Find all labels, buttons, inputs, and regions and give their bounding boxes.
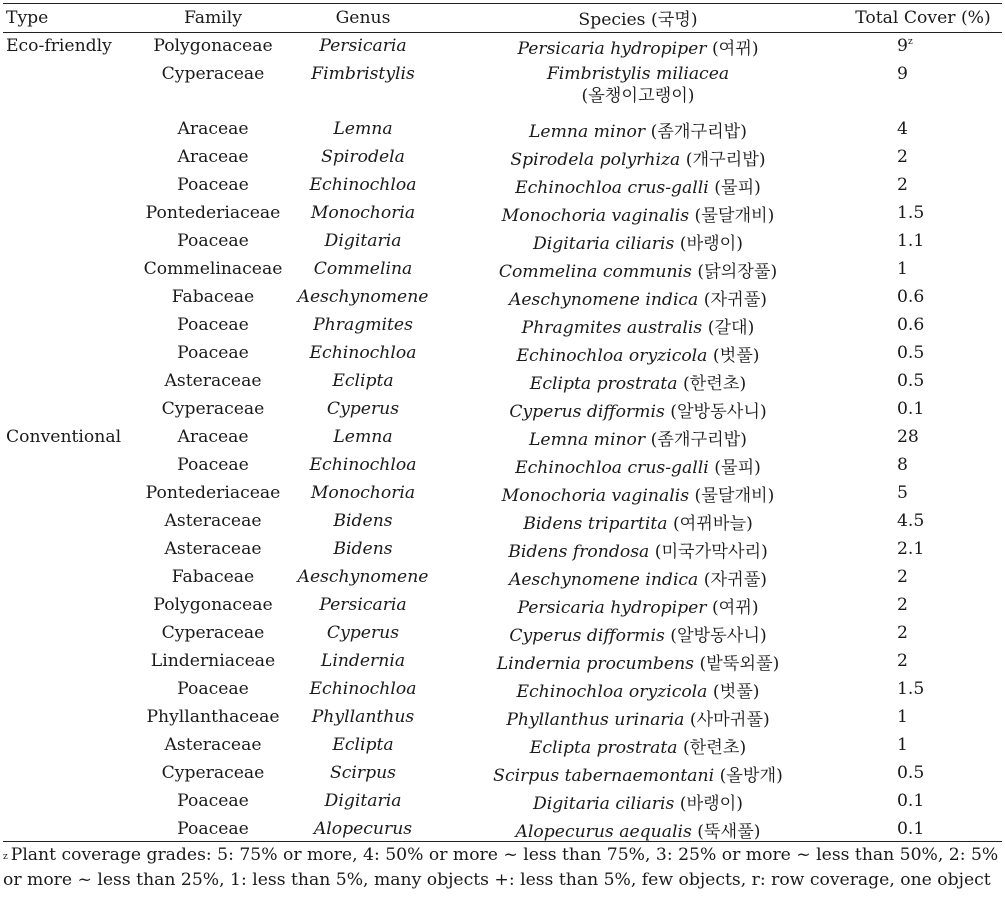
species-korean-name: (물달개비) [694,205,775,226]
type-cell [3,60,138,115]
species-scientific-name: Eclipta prostrata [529,373,678,394]
cover-number: 4.5 [897,511,925,531]
species-cell [438,199,838,227]
table-row [3,619,1005,647]
species-scientific-name: Monochoria vaginalis [501,205,690,226]
total-cover-cell [838,731,1005,759]
genus-cell: Bidens [333,511,393,531]
species-korean-name: (좀개구리밥) [650,429,747,450]
genus-cell: Bidens [333,539,393,559]
type-cell [3,675,138,703]
genus-cell: Echinochloa [309,343,417,363]
total-cover-cell [838,255,1005,283]
total-cover-cell [838,367,1005,395]
species-korean-name: (개구리밥) [685,149,766,170]
genus-cell: Eclipta [332,371,394,391]
header-type: Type [6,7,49,28]
table-row [3,563,1005,591]
table-row [3,199,1005,227]
cover-number: 2 [897,623,908,643]
genus-cell: Phyllanthus [311,707,415,727]
species-korean-name: (한련초) [682,737,747,758]
cover-number: 0.5 [897,343,925,363]
species-korean-name: (좀개구리밥) [650,121,747,142]
total-cover-value [897,567,908,587]
species-korean-name: (올방개) [719,765,783,786]
header-species: Species (국명) [578,10,698,30]
table-row [3,255,1005,283]
total-cover-value [897,36,913,56]
table-row [3,479,1005,507]
family-cell: Asteraceae [164,511,262,531]
total-cover-cell [838,199,1005,227]
species-cell [438,815,838,843]
table-row [3,731,1005,759]
total-cover-value [897,343,924,363]
family-cell: Polygonaceae [153,595,273,615]
total-cover-cell [838,60,1005,115]
species-cell [438,60,838,115]
cover-number: 1 [897,707,908,727]
species-scientific-name: Eclipta prostrata [529,737,678,758]
table-body [3,32,1005,843]
table-row [3,60,1005,115]
type-cell: Eco-friendly [6,36,112,56]
genus-cell: Digitaria [324,231,402,251]
table-row [3,591,1005,619]
species-korean-name: (닭의장풀) [697,261,778,282]
type-cell [3,759,138,787]
species-korean-name: (여뀌바늘) [672,513,753,534]
genus-cell: Echinochloa [309,455,417,475]
genus-cell: Persicaria [319,36,407,56]
species-cell [438,255,838,283]
type-cell [3,199,138,227]
species-scientific-name: Lemna minor [529,121,646,142]
total-cover-cell [838,563,1005,591]
genus-cell: Phragmites [313,315,413,335]
genus-cell: Monochoria [310,203,416,223]
cover-number: 2 [897,147,908,167]
total-cover-value [897,539,924,559]
species-scientific-name: Persicaria hydropiper [517,597,707,618]
genus-cell: Monochoria [310,483,416,503]
total-cover-cell [838,815,1005,843]
species-cell [438,647,838,675]
family-cell: Fabaceae [171,287,255,307]
species-cell [438,451,838,479]
cover-number: 4 [897,119,908,139]
table-row [3,311,1005,339]
type-cell [3,787,138,815]
species-korean-name: (미국가막사리) [654,541,768,562]
total-cover-cell [838,339,1005,367]
species-scientific-name: Digitaria ciliaris [533,233,675,254]
cover-number: 1.5 [897,679,925,699]
table-row [3,703,1005,731]
family-cell: Phyllanthaceae [146,707,280,727]
family-cell: Cyperaceae [161,623,265,643]
type-cell [3,255,138,283]
species-cell [438,339,838,367]
species-korean-name: (바랭이) [679,793,743,814]
species-cell [438,283,838,311]
total-cover-cell [838,283,1005,311]
species-scientific-name: Bidens tripartita [523,513,668,534]
species-cell [438,143,838,171]
family-cell: Polygonaceae [153,36,273,56]
header-family: Family [183,7,242,28]
total-cover-cell [838,647,1005,675]
type-cell [3,731,138,759]
genus-cell: Echinochloa [309,175,417,195]
family-cell: Linderniaceae [150,651,276,671]
species-cell [438,479,838,507]
species-korean-name: (벗풀) [712,681,760,702]
total-cover-value [897,203,924,223]
species-scientific-name: Aeschynomene indica [508,569,699,590]
family-cell: Asteraceae [164,539,262,559]
species-scientific-name: Lindernia procumbens [496,653,694,674]
family-cell: Poaceae [177,315,249,335]
species-korean-name: (여뀌) [711,38,759,59]
species-cell [438,759,838,787]
species-korean-name: (자귀풀) [703,569,768,590]
species-korean-name: (물피) [714,177,761,198]
total-cover-cell [838,535,1005,563]
total-cover-value [897,707,908,727]
species-scientific-name: Echinochloa crus-galli [515,177,709,198]
table-row [3,339,1005,367]
table-row [3,787,1005,815]
species-korean-name: (바랭이) [679,233,743,254]
species-cell [438,507,838,535]
species-cell [438,731,838,759]
cover-number: 2 [897,651,908,671]
cover-number: 2 [897,175,908,195]
species-cell [438,535,838,563]
footnote [3,843,1001,893]
table-row [3,759,1005,787]
family-cell: Poaceae [177,175,249,195]
species-korean-name: (알방동사니) [670,401,767,422]
cover-number: 1.5 [897,203,925,223]
species-scientific-name: Persicaria hydropiper [517,38,707,59]
type-cell [3,311,138,339]
cover-number: 0.6 [897,315,925,335]
species-scientific-name: Echinochloa oryzicola [516,345,708,366]
table-row [3,115,1005,143]
species-cell [438,32,838,60]
species-cover-table [3,3,1005,843]
family-cell: Asteraceae [164,735,262,755]
cover-number: 0.1 [897,399,925,419]
cover-number: 0.5 [897,763,925,783]
type-cell [3,395,138,423]
species-korean-name: (알방동사니) [670,625,767,646]
total-cover-value [897,763,924,783]
total-cover-cell [838,171,1005,199]
family-cell: Pontederiaceae [145,203,281,223]
cover-number: 5 [897,483,908,503]
genus-cell: Lemna [333,119,393,139]
family-cell: Pontederiaceae [145,483,281,503]
family-cell: Cyperaceae [161,64,265,84]
table-row [3,171,1005,199]
genus-cell: Spirodela [321,147,405,167]
species-korean-name: (벗풀) [712,345,760,366]
type-cell [3,115,138,143]
total-cover-cell [838,703,1005,731]
table-row [3,283,1005,311]
total-cover-value [897,175,908,195]
footnote-marker: z [3,852,8,862]
total-cover-cell [838,395,1005,423]
total-cover-value [897,735,908,755]
genus-cell: Eclipta [332,735,394,755]
footnote-ref: z [907,37,913,47]
type-cell: Conventional [6,427,122,447]
total-cover-value [897,287,924,307]
species-scientific-name: Alopecurus aequalis [515,821,692,842]
cover-number: 2.1 [897,539,925,559]
total-cover-value [897,315,924,335]
type-cell [3,619,138,647]
total-cover-cell [838,311,1005,339]
header-total-cover: Total Cover (%) [855,7,991,28]
species-korean-name: (밭뚝외풀) [699,653,780,674]
genus-cell: Cyperus [326,399,400,419]
species-korean-name: (뚝새풀) [697,821,761,842]
total-cover-cell [838,115,1005,143]
species-cell [438,423,838,451]
footnote-text: Plant coverage grades: 5: 75% or more, 4: 50% or more ~ less than 75%, 3: 25% or more ~ less than 50%, 2: 5% or more ~ less than 25%, 1: less than 5%, many objects +: less than 5%, few objects, r: row coverage, one object [3,845,999,890]
total-cover-value [897,651,908,671]
total-cover-cell [838,32,1005,60]
genus-cell: Aeschynomene [297,287,429,307]
species-scientific-name: Spirodela polyrhiza [510,149,681,170]
species-cell [438,591,838,619]
type-cell [3,703,138,731]
total-cover-cell [838,591,1005,619]
table-row [3,143,1005,171]
genus-cell: Commelina [313,259,413,279]
cover-number: 0.6 [897,287,925,307]
total-cover-cell [838,507,1005,535]
species-scientific-name: Digitaria ciliaris [533,793,675,814]
family-cell: Poaceae [177,455,249,475]
cover-number: 8 [897,455,908,475]
species-scientific-name: Scirpus tabernaemontani [493,765,715,786]
species-scientific-name: Lemna minor [529,429,646,450]
species-korean-name: (한련초) [682,373,747,394]
species-korean-name: (자귀풀) [703,289,768,310]
table-row [3,367,1005,395]
type-cell [3,647,138,675]
genus-cell: Digitaria [324,791,402,811]
table-row [3,507,1005,535]
species-korean-name: (물달개비) [694,485,775,506]
family-cell: Poaceae [177,791,249,811]
type-cell [3,591,138,619]
type-cell [3,171,138,199]
total-cover-value [897,147,908,167]
genus-cell: Lindernia [320,651,406,671]
table-row [3,395,1005,423]
cover-number: 1.1 [897,231,925,251]
family-cell: Araceae [177,119,249,139]
genus-cell: Aeschynomene [297,567,429,587]
total-cover-value [897,63,908,85]
type-cell [3,143,138,171]
species-cell [438,675,838,703]
species-scientific-name: Cyperus difformis [509,625,665,646]
family-cell: Poaceae [177,819,249,839]
species-korean-name: (올챙이고랭이) [581,86,695,106]
total-cover-cell [838,787,1005,815]
family-cell: Araceae [177,147,249,167]
genus-cell: Lemna [333,427,393,447]
species-cell [438,703,838,731]
species-cell [438,171,838,199]
family-cell: Poaceae [177,231,249,251]
table-row [3,675,1005,703]
genus-cell: Fimbristylis [311,64,415,84]
total-cover-cell [838,227,1005,255]
header-row [3,3,1005,32]
species-scientific-name: Fimbristylis miliacea [546,64,730,84]
cover-number: 0.1 [897,791,925,811]
cover-number: 0.1 [897,819,925,839]
total-cover-value [897,483,908,503]
total-cover-value [897,679,924,699]
table-row [3,815,1005,843]
total-cover-value [897,455,908,475]
cover-number: 1 [897,735,908,755]
species-scientific-name: Cyperus difformis [509,401,665,422]
total-cover-value [897,819,924,839]
species-korean-name: (물피) [714,457,761,478]
table-row [3,227,1005,255]
species-scientific-name: Echinochloa crus-galli [515,457,709,478]
species-scientific-name: Phragmites australis [521,317,703,338]
type-cell [3,283,138,311]
species-korean-name: (사마귀풀) [689,709,770,730]
species-cell [438,619,838,647]
total-cover-value [897,371,924,391]
type-cell [3,339,138,367]
species-cell [438,563,838,591]
type-cell [3,535,138,563]
family-cell: Poaceae [177,679,249,699]
table-row [3,647,1005,675]
cover-number: 2 [897,567,908,587]
genus-cell: Scirpus [329,763,396,783]
species-scientific-name: Monochoria vaginalis [501,485,690,506]
total-cover-value [897,595,908,615]
species-cell [438,311,838,339]
type-cell [3,227,138,255]
family-cell: Fabaceae [171,567,255,587]
species-cell [438,115,838,143]
total-cover-cell [838,759,1005,787]
total-cover-value [897,399,924,419]
species-cell [438,395,838,423]
cover-number: 1 [897,259,908,279]
species-cell [438,227,838,255]
species-scientific-name: Aeschynomene indica [508,289,699,310]
table-row [3,32,1005,60]
cover-number: 9 [897,36,908,56]
type-cell [3,451,138,479]
cover-number: 0.5 [897,371,925,391]
table-row [3,423,1005,451]
total-cover-cell [838,675,1005,703]
total-cover-cell [838,451,1005,479]
type-cell [3,563,138,591]
family-cell: Asteraceae [164,371,262,391]
total-cover-cell [838,423,1005,451]
family-cell: Cyperaceae [161,763,265,783]
species-korean-name: (갈대) [707,317,755,338]
genus-cell: Alopecurus [313,819,413,839]
table-row [3,535,1005,563]
species-scientific-name: Bidens frondosa [508,541,650,562]
total-cover-value [897,511,924,531]
species-cell [438,367,838,395]
total-cover-value [897,259,908,279]
total-cover-value [897,119,908,139]
family-cell: Commelinaceae [143,259,283,279]
total-cover-cell [838,479,1005,507]
type-cell [3,507,138,535]
total-cover-value [897,791,924,811]
family-cell: Cyperaceae [161,399,265,419]
genus-cell: Cyperus [326,623,400,643]
type-cell [3,815,138,843]
species-scientific-name: Commelina communis [498,261,692,282]
species-scientific-name: Echinochloa oryzicola [516,681,708,702]
total-cover-value [897,623,908,643]
total-cover-cell [838,619,1005,647]
family-cell: Poaceae [177,343,249,363]
total-cover-value [897,231,924,251]
type-cell [3,367,138,395]
species-scientific-name: Phyllanthus urinaria [506,709,685,730]
total-cover-cell [838,143,1005,171]
species-cell [438,787,838,815]
table-row [3,451,1005,479]
genus-cell: Persicaria [319,595,407,615]
total-cover-value [897,427,919,447]
cover-number: 2 [897,595,908,615]
cover-number: 28 [897,427,919,447]
type-cell [3,479,138,507]
cover-number: 9 [897,64,908,84]
header-genus: Genus [335,7,391,28]
family-cell: Araceae [177,427,249,447]
genus-cell: Echinochloa [309,679,417,699]
species-korean-name: (여뀌) [711,597,759,618]
